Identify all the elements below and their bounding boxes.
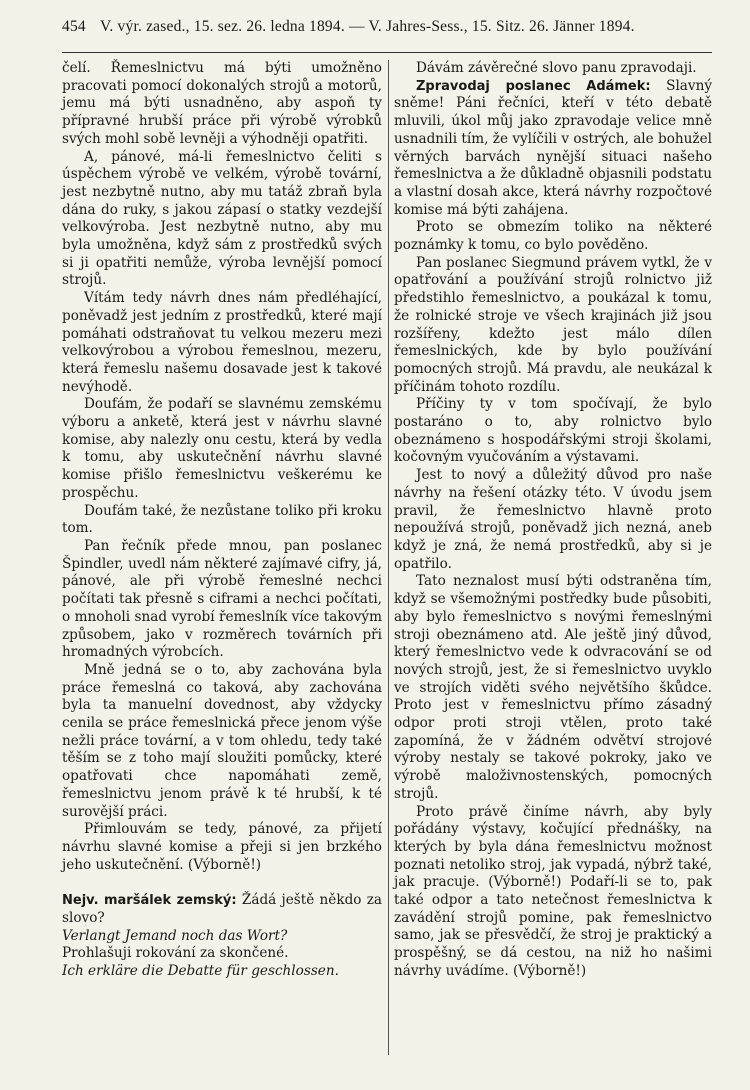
paragraph: A, pánové, má-li řemeslnictvo čeliti s úspěchem výrobě ve velkém, výrobě tovární, jest nezbytně nutno, aby mu tatáž zbraň byla dána do ruky, s jakou zápasí o statky vezdejší velkovýroba. Jest nezbytně nutno, aby mu byla umožněna, když sám z prostředků svých si ji opatřiti nemůže, výroba levnější pomocí strojů.	[62, 148, 382, 289]
two-column-body	[62, 60, 712, 1070]
paragraph: Proto právě činíme návrh, aby byly pořádány výstavy, kočující přednášky, na kterých by byla dána řemeslnictvu možnost poznati netoliko stroj, jak vypadá, nýbrž také, jak pracuje. (Výborně!) Podaří-li se to, pak také odpor a tato netečnost řemeslnictva k zavádění strojů pomine, pak řemeslnictvo samo, jak se přesvědčí, že stroj je praktický a prospěšný, se dá cestou, na niž ho našimi návrhy uvádíme. (Výborně!)	[394, 803, 712, 979]
german-line: Verlangt Jemand noch das Wort?	[62, 927, 288, 944]
paragraph: Příčiny ty v tom spočívají, že bylo postaráno o to, aby rolnictvo bylo obeznámeno s hospodářskými stroji školami, kočovným vyučováním a výstavami.	[394, 396, 712, 466]
left-column	[62, 60, 382, 981]
speaker-text: Slavný sněme! Páni řečníci, kteří v této debatě mluvili, úkol můj jako zpravodaje velice mně usnadnili tím, že vylíčili v ostrých, ale bohužel věrných barvách nynější situaci našeho řemeslnictva a že důkladně objasnili podstatu a vlastní dosah akce, která návrhy rozpočtové komise má býti zahájena.	[394, 77, 713, 218]
czech-line: Prohlašuji rokování za skončené.	[62, 945, 289, 962]
speaker-block	[394, 78, 712, 220]
header-rule	[62, 52, 712, 53]
speaker-name: Zpravodaj poslanec Adámek:	[416, 78, 651, 94]
paragraph: Dávám závěrečné slovo panu zpravodaji.	[416, 60, 697, 76]
header-title: V. výr. zased., 15. sez. 26. ledna 1894. — V. Jahres-Sess., 15. Sitz. 26. Jänner 1894.	[100, 18, 635, 35]
page-header	[62, 18, 712, 44]
german-line: Ich erkläre die Debatte für geschlossen.	[62, 963, 339, 980]
speaker-text: Žádá ještě někdo za slovo?	[62, 892, 382, 927]
paragraph: Doufám, že podaří se slavnému zemskému výboru a anketě, která jest v návrhu slavné komise, aby nalezly onu cestu, která by vedla k tomu, aby uskutečnění návrhu slavné komise přišlo řemeslnictvu veškerému ke prospěchu.	[62, 396, 382, 501]
paragraph: Pan poslanec Siegmund právem vytkl, že v opatřování a používání strojů rolnictvo již předstihlo řemeslnictvo, a poukázal k tomu, že rolnické stroje ve všech krajinách již jsou rozšířeny, kdežto jest málo dílen řemeslnických, kde by bylo používání pomocných strojů. Má pravdu, ale neukázal k příčinám tohoto rozdílu.	[394, 254, 712, 395]
paragraph: Jest to nový a důležitý důvod pro naše návrhy na řešení otázky této. V úvodu jsem pravil, že řemeslnictvo hlavně proto nepoužívá strojů, poněvadž jich nezná, aneb když je zná, že nemá prostředků, aby si je opatřilo.	[394, 467, 712, 572]
paragraph: Proto se obmezím toliko na některé poznámky k tomu, co bylo pověděno.	[394, 219, 712, 254]
column-divider	[388, 60, 389, 1055]
paragraph: Přimlouvám se tedy, pánové, za přijetí návrhu slavné komise a přeji si jen brzkého jeho uskutečnění. (Výborně!)	[62, 821, 382, 873]
speaker-name: Nejv. maršálek zemský:	[62, 893, 237, 909]
speaker-block	[62, 892, 382, 927]
paragraph: Mně jedná se o to, aby zachována byla práce řemeslná co taková, aby zachována byla ta manuelní dovednost, aby vždycky cenila se práce řemeslnická přece jenom výše nežli práce tovární, a v tom ohledu, tedy také těším se z toho mají sloužiti pomůcky, které opatřovati chce napomáhati země, řemeslnictvu jenom právě k té hrubší, k té surovější práci.	[62, 661, 382, 820]
page-number: 454	[62, 18, 86, 35]
paragraph: čelí. Řemeslnictvu má býti umožněno pracovati pomocí dokonalých strojů a motorů, jemu má býti usnadněno, aby aspoň ty přípravné hrubší práce při výrobě výrobků svých mohl sobě levněji a výhodněji opatřiti.	[62, 60, 382, 147]
paragraph: Vítám tedy návrh dnes nám předléhající, poněvadž jest jedním z prostředků, které mají pomáhati odstraňovat tu velkou mezeru mezi velkovýrobou a výrobou řemeslnou, mezeru, která řemeslu našemu dosavade jest k takové nevýhodě.	[62, 290, 382, 395]
paragraph: Doufám také, že nezůstane toliko při kroku tom.	[62, 502, 382, 537]
right-column	[394, 60, 712, 981]
paragraph: Tato neznalost musí býti odstraněna tím, když se všemožnými postředky bude působiti, aby bylo řemeslnictvo s novými řemeslnými stroji obeznámeno atd. Ale ještě jiný důvod, který řemeslnictvo vede k odvracování se od nových strojů, jest, že si řemeslnictvo uvyklo ve strojích viděti svého největšího škůdce. Proto jest v řemeslnictvu přímo zásadný odpor proti stroji vtělen, proto také zapomíná, že v žádném odvětví strojové výroby nestaly se takové pokroky, jako ve výrobě maloživnostenských, pomocných strojů.	[394, 573, 712, 802]
paragraph: Pan řečník přede mnou, pan poslanec Špindler, uvedl nám některé zajímavé cifry, já, pánové, ale při výrobě řemeslné nechci počítati tak přesně s ciframi a nechci počítati, o mnoholi snad vyrobí řemeslník více takovým způsobem, jako v rozměrech továrních při hromadných výrobcích.	[62, 537, 382, 661]
german-text	[62, 928, 382, 981]
